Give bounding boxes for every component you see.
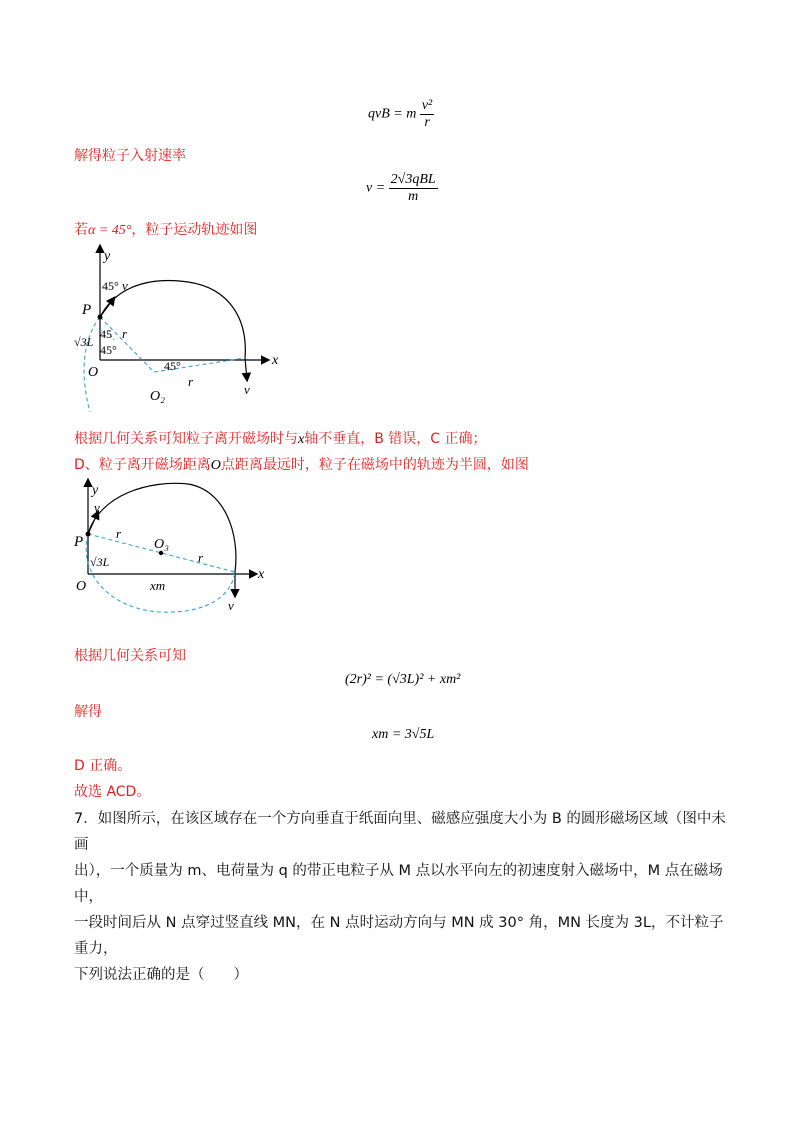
semicircle-arc <box>88 483 236 572</box>
geom1-post: 轴不垂直，B 错误，C 正确； <box>304 431 487 447</box>
label-O2: O₂ <box>150 389 165 404</box>
eq2-lhs: v = <box>366 180 386 196</box>
D-O: O <box>210 458 221 473</box>
text-solve-speed: 解得粒子入射速率 <box>74 148 186 164</box>
label-v-top-2: v <box>94 500 100 515</box>
label-v-bottom-2: v <box>228 598 234 613</box>
alpha-post: ，粒子运动轨迹如图 <box>131 222 258 238</box>
label-P-2: P <box>74 534 84 550</box>
label-angle-a: 45 <box>100 327 112 341</box>
label-v-bottom: v <box>244 382 250 397</box>
question-7 <box>74 806 734 988</box>
eq2-numerator: 2√3qBL <box>390 172 436 187</box>
text-solve: 解得 <box>74 704 102 720</box>
label-r2: r <box>198 550 204 565</box>
text-geometry-2: 根据几何关系可知 <box>74 648 186 664</box>
D-pre: D、粒子离开磁场距离 <box>74 457 211 473</box>
q7-line1: 7．如图所示，在该区域存在一个方向垂直于纸面向里、磁感应强度大小为 B 的圆形磁场区域（图中未画 <box>74 811 726 853</box>
exit-velocity-arrow <box>245 358 247 380</box>
text-choose-answer: 故选 ACD。 <box>74 784 151 800</box>
label-r1: r <box>116 526 122 541</box>
geom1-pre: 根据几何关系可知粒子离开磁场时与 <box>74 431 298 447</box>
q7-line4: 下列说法正确的是（ ） <box>74 967 248 983</box>
text-alpha-case <box>74 219 257 239</box>
label-P: P <box>82 302 92 318</box>
label-angle-c: 45° <box>164 359 181 373</box>
point-P-2 <box>86 532 91 537</box>
point-P <box>98 315 103 320</box>
label-r-small: r <box>122 326 128 341</box>
label-angle-b: 45° <box>100 343 117 357</box>
label-x-2: x <box>258 567 265 582</box>
eq2-fraction <box>389 172 438 205</box>
label-v-top: v <box>122 278 128 293</box>
label-sqrt3L: √3L <box>74 335 94 349</box>
figure-trajectory-45 <box>70 240 290 418</box>
label-x: x <box>272 353 279 368</box>
alpha-math: α = 45° <box>88 223 132 238</box>
q7-line3: 一段时间后从 N 点穿过竖直线 MN，在 N 点时运动方向与 MN 成 30° 角，MN 长度为 3L，不计粒子重力， <box>74 915 724 957</box>
figure-semicircle <box>70 474 280 624</box>
label-O: O <box>88 365 99 380</box>
equation-pythagoras: (2r)² = (√3L)² + xm² <box>345 672 461 687</box>
equation-lorentz-force <box>368 98 434 131</box>
label-r-lower: r <box>188 374 194 389</box>
q7-line2: 出），一个质量为 m、电荷量为 q 的带正电粒子从 M 点以水平向左的初速度射入磁场中，M 点在磁场中， <box>74 863 723 905</box>
eq1-lhs: qvB = m <box>368 106 417 122</box>
eq1-numerator: v² <box>421 98 433 113</box>
entry-velocity-arrow-2 <box>88 512 98 534</box>
label-angle-top: 45° <box>102 279 119 293</box>
text-D-correct: D 正确。 <box>74 758 132 774</box>
label-O3: O₃ <box>154 537 169 552</box>
eq1-fraction <box>420 98 434 131</box>
label-O-2: O <box>76 579 87 594</box>
label-y: y <box>104 249 111 264</box>
entry-velocity-arrow <box>100 298 114 317</box>
label-xm: xm <box>150 578 166 593</box>
geom1-x: x <box>298 432 305 447</box>
label-y-2: y <box>92 483 99 498</box>
label-sqrt3L-2: √3L <box>90 555 110 569</box>
text-option-D <box>74 454 529 474</box>
eq2-denominator: m <box>408 189 419 204</box>
text-geometry-1 <box>74 428 487 448</box>
alpha-pre: 若 <box>74 222 88 238</box>
equation-xm: xm = 3√5L <box>372 727 435 742</box>
eq1-denominator: r <box>424 115 430 130</box>
D-post: 点距离最远时，粒子在磁场中的轨迹为半圆，如图 <box>220 457 529 473</box>
equation-speed <box>366 172 438 205</box>
